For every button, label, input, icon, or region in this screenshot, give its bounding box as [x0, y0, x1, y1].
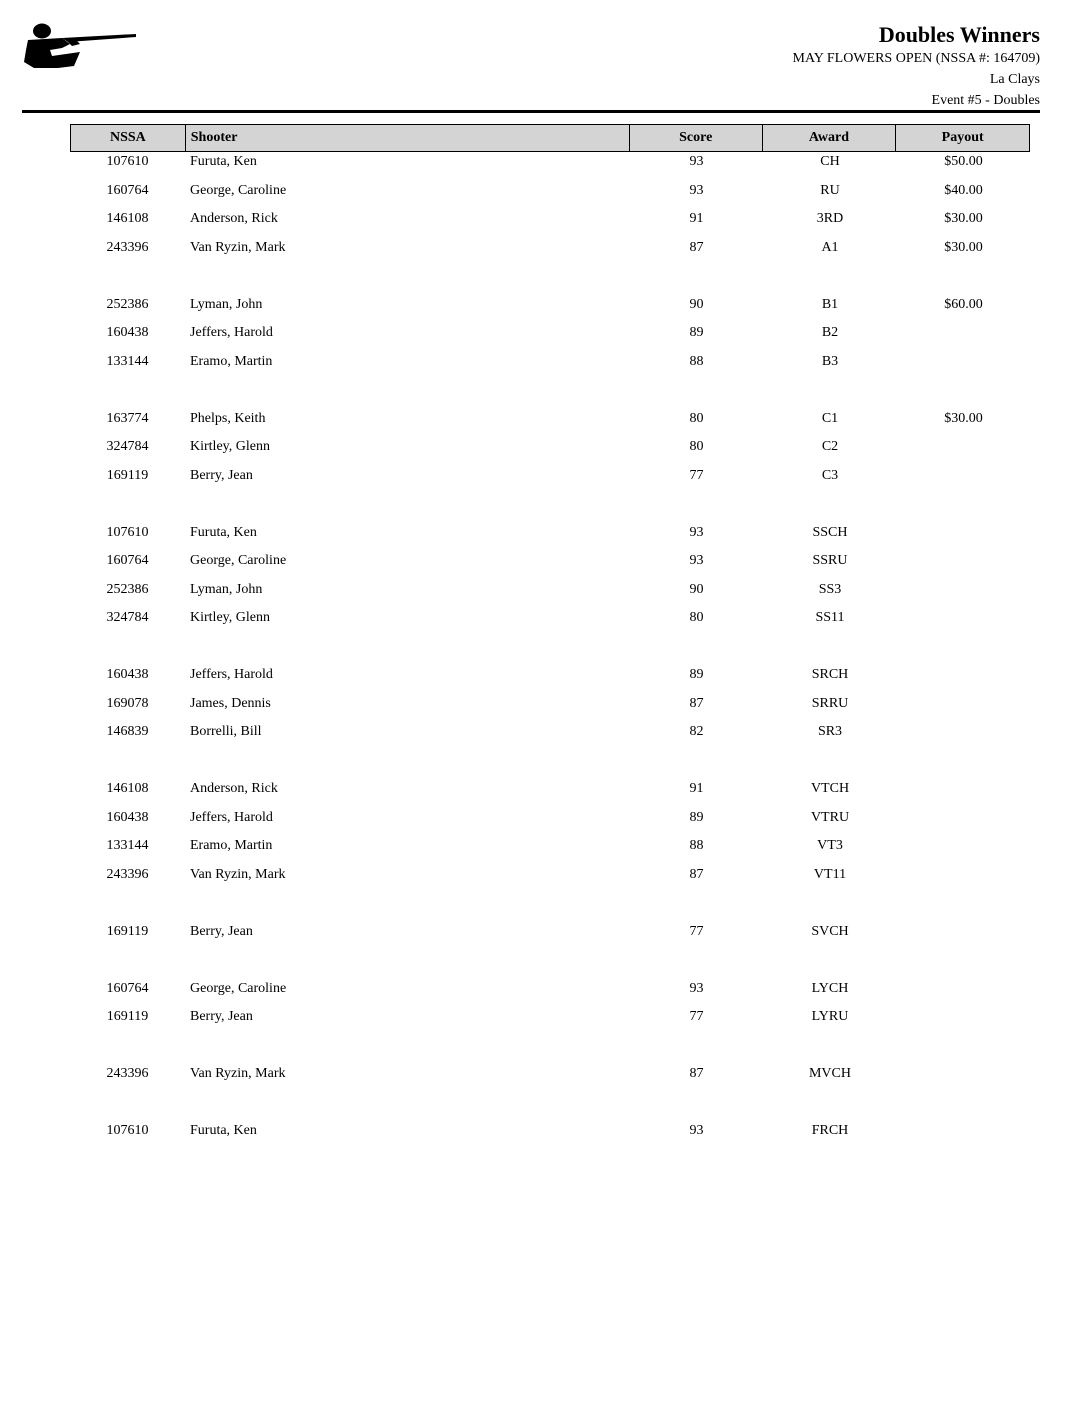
score-cell: 88	[689, 353, 704, 369]
nssa-cell: 324784	[106, 610, 149, 625]
event-name: MAY FLOWERS OPEN (NSSA #: 164709)	[792, 51, 1040, 66]
nssa-cell: 169119	[106, 923, 149, 939]
payout-cell	[897, 604, 1030, 633]
nssa-cell: 252386	[106, 581, 149, 597]
award-cell: SVCH	[811, 923, 849, 939]
award-cell: B2	[821, 325, 839, 340]
nssa-cell: 133144	[106, 838, 149, 853]
nssa-cell: 160438	[106, 325, 149, 340]
score-cell: 87	[689, 866, 704, 882]
shooter-cell: Furuta, Ken	[190, 524, 257, 540]
award-cell: B3	[821, 353, 839, 369]
payout-cell: $30.00	[944, 211, 983, 226]
nssa-cell: 252386	[106, 296, 149, 312]
shooter-cell: Jeffers, Harold	[190, 667, 273, 682]
award-cell: VTRU	[810, 809, 850, 825]
nssa-cell: 243396	[106, 1066, 149, 1081]
award-cell: SSCH	[812, 524, 848, 540]
score-cell: 87	[689, 1066, 704, 1081]
shooter-cell: Anderson, Rick	[190, 211, 278, 226]
payout-cell	[897, 918, 1030, 947]
column-header-score: Score	[630, 125, 763, 151]
table-row	[70, 319, 1030, 348]
score-cell: 77	[689, 923, 704, 939]
award-cell: C1	[821, 410, 839, 426]
payout-cell	[897, 832, 1030, 861]
column-header-nssa: NSSA	[71, 125, 186, 151]
nssa-cell: 160764	[106, 553, 149, 568]
table-row	[70, 433, 1030, 462]
payout-cell	[897, 975, 1030, 1004]
payout-cell	[897, 661, 1030, 690]
table-row	[70, 291, 1030, 320]
table-row	[70, 918, 1030, 947]
score-cell: 91	[689, 211, 704, 226]
shooter-cell: Lyman, John	[190, 581, 263, 597]
nssa-cell: 324784	[106, 439, 149, 454]
column-header-payout: Payout	[941, 130, 984, 145]
shooter-cell: Anderson, Rick	[190, 781, 278, 796]
payout-cell	[897, 690, 1030, 719]
payout-cell: $40.00	[944, 182, 983, 198]
shooter-cell: George, Caroline	[190, 182, 287, 198]
award-cell: LYCH	[811, 980, 849, 996]
score-cell: 90	[689, 581, 704, 597]
nssa-cell: 243396	[106, 239, 149, 255]
payout-cell	[897, 861, 1030, 890]
score-cell: 87	[689, 695, 704, 711]
column-header-award: Award	[763, 125, 897, 151]
score-cell: 93	[689, 553, 704, 568]
payout-cell	[897, 576, 1030, 605]
payout-cell: $30.00	[944, 239, 983, 255]
shooter-cell: Jeffers, Harold	[190, 809, 273, 825]
results-table-body	[70, 148, 1030, 1146]
shooter-cell: George, Caroline	[190, 553, 287, 568]
nssa-cell: 169119	[106, 467, 149, 483]
payout-cell	[897, 519, 1030, 548]
nssa-cell: 160764	[106, 182, 149, 198]
page-title: Doubles Winners	[878, 22, 1040, 47]
payout-cell: $60.00	[944, 296, 983, 312]
score-cell: 89	[689, 325, 704, 340]
shooter-logo-icon	[22, 22, 138, 70]
table-row	[70, 1003, 1030, 1032]
payout-cell	[897, 775, 1030, 804]
payout-cell	[897, 547, 1030, 576]
score-cell: 89	[689, 667, 704, 682]
shooter-cell: Furuta, Ken	[190, 1123, 257, 1138]
award-cell: FRCH	[811, 1123, 849, 1138]
column-header-shooter: Shooter	[186, 125, 630, 151]
table-row	[70, 661, 1030, 690]
award-cell: RU	[820, 182, 840, 198]
payout-cell	[897, 718, 1030, 747]
nssa-cell: 107610	[106, 154, 149, 169]
table-row	[70, 234, 1030, 263]
score-cell: 88	[689, 838, 704, 853]
score-cell: 87	[689, 239, 704, 255]
table-row	[70, 547, 1030, 576]
shooter-cell: Borrelli, Bill	[190, 724, 262, 739]
award-cell: C2	[821, 439, 839, 454]
table-row	[70, 519, 1030, 548]
shooter-cell: Eramo, Martin	[190, 838, 273, 853]
award-cell: VTCH	[810, 781, 850, 796]
score-cell: 80	[689, 439, 704, 454]
table-row	[70, 348, 1030, 377]
nssa-cell: 133144	[106, 353, 149, 369]
table-row	[70, 775, 1030, 804]
nssa-cell: 146839	[106, 724, 149, 739]
nssa-cell: 243396	[106, 866, 149, 882]
shooter-cell: Berry, Jean	[190, 923, 253, 939]
award-cell: B1	[821, 296, 839, 312]
nssa-cell: 107610	[106, 524, 149, 540]
table-row	[70, 832, 1030, 861]
payout-cell: $50.00	[944, 154, 983, 169]
payout-cell	[897, 462, 1030, 491]
award-cell: 3RD	[816, 211, 844, 226]
score-cell: 91	[689, 781, 704, 796]
award-cell: SSRU	[812, 553, 848, 568]
award-cell: VT11	[813, 866, 847, 882]
score-cell: 93	[689, 1123, 704, 1138]
nssa-cell: 169119	[106, 1009, 149, 1024]
table-row	[70, 405, 1030, 434]
shooter-cell: James, Dennis	[190, 695, 271, 711]
award-cell: MVCH	[808, 1066, 851, 1081]
score-cell: 77	[689, 1009, 704, 1024]
score-cell: 93	[689, 154, 704, 169]
payout-cell	[897, 1060, 1030, 1089]
award-cell: SS11	[815, 610, 845, 625]
score-cell: 77	[689, 467, 704, 483]
award-cell: CH	[820, 154, 840, 169]
table-row	[70, 690, 1030, 719]
shooter-cell: Furuta, Ken	[190, 154, 257, 169]
shooter-cell: George, Caroline	[190, 980, 287, 996]
shooter-cell: Kirtley, Glenn	[190, 439, 270, 454]
score-cell: 89	[689, 809, 704, 825]
table-row	[70, 576, 1030, 605]
event-label: Event #5 - Doubles	[931, 93, 1040, 108]
table-row	[70, 804, 1030, 833]
nssa-cell: 160438	[106, 667, 149, 682]
shooter-cell: Eramo, Martin	[190, 353, 273, 369]
award-cell: SR3	[817, 724, 843, 739]
award-cell: VT3	[817, 838, 843, 853]
table-row	[70, 205, 1030, 234]
award-cell: SRCH	[811, 667, 849, 682]
score-cell: 80	[689, 410, 704, 426]
table-row	[70, 177, 1030, 206]
nssa-cell: 160438	[106, 809, 149, 825]
table-row	[70, 718, 1030, 747]
shooter-cell: Berry, Jean	[190, 1009, 253, 1024]
award-cell: A1	[821, 239, 839, 255]
nssa-cell: 146108	[106, 211, 149, 226]
score-cell: 93	[689, 182, 704, 198]
payout-cell: $30.00	[944, 410, 983, 426]
nssa-cell: 169078	[106, 695, 149, 711]
shooter-cell: Van Ryzin, Mark	[190, 866, 286, 882]
payout-cell	[897, 1003, 1030, 1032]
award-cell: SS3	[818, 581, 842, 597]
shooter-cell: Van Ryzin, Mark	[190, 239, 286, 255]
shooter-cell: Jeffers, Harold	[190, 325, 273, 340]
shooter-cell: Berry, Jean	[190, 467, 253, 483]
score-cell: 93	[689, 980, 704, 996]
award-cell: C3	[821, 467, 839, 483]
score-cell: 80	[689, 610, 704, 625]
payout-cell	[897, 433, 1030, 462]
table-row	[70, 975, 1030, 1004]
header-divider	[22, 110, 1040, 113]
table-row	[70, 462, 1030, 491]
shooter-cell: Kirtley, Glenn	[190, 610, 270, 625]
shooter-cell: Lyman, John	[190, 296, 263, 312]
nssa-cell: 160764	[106, 980, 149, 996]
table-row	[70, 1060, 1030, 1089]
score-cell: 82	[689, 724, 704, 739]
shooter-cell: Van Ryzin, Mark	[190, 1066, 286, 1081]
table-row	[70, 861, 1030, 890]
payout-cell	[897, 804, 1030, 833]
award-cell: SRRU	[811, 695, 849, 711]
report-header	[793, 22, 1041, 111]
score-cell: 90	[689, 296, 704, 312]
shooter-cell: Phelps, Keith	[190, 410, 266, 426]
payout-cell	[897, 1117, 1030, 1146]
nssa-cell: 146108	[106, 781, 149, 796]
score-cell: 93	[689, 524, 704, 540]
table-row	[70, 148, 1030, 177]
table-row	[70, 604, 1030, 633]
nssa-cell: 163774	[106, 410, 149, 426]
nssa-cell: 107610	[106, 1123, 149, 1138]
payout-cell	[897, 319, 1030, 348]
table-row	[70, 1117, 1030, 1146]
club-name: La Clays	[989, 72, 1040, 87]
award-cell: LYRU	[811, 1009, 849, 1024]
payout-cell	[897, 348, 1030, 377]
